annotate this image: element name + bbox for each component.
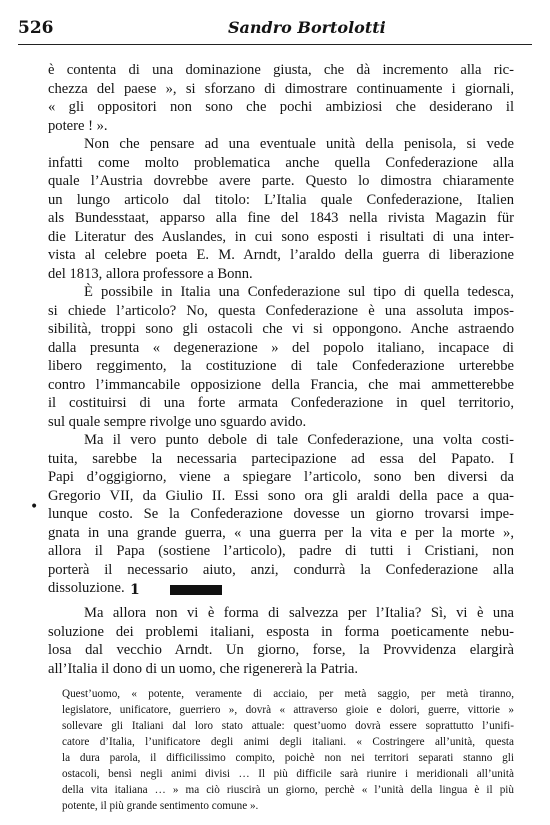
- header-rule: [18, 44, 532, 45]
- body-line: dissoluzione.: [48, 580, 125, 596]
- body-line: gnata in una grande guerra, « una guerra per la vita e per la morte »,: [48, 524, 514, 541]
- body-line: sibilità, troppi sono gli ostacoli che vi si oppongono. Anche astraendo: [48, 321, 514, 337]
- body-line: lunque costo. Se la Confederazione dovesse un giorno trovarsi impe-: [48, 506, 514, 522]
- body-line: del 1813, allora professore a Bonn.: [48, 265, 253, 282]
- footnote-line: Quest’uomo, « potente, veramente di acciaio, per metà saggio, per metà tiranno,: [62, 688, 514, 700]
- body-line: tuita, sarebbe la necessaria partecipazione ad essa del Papato. I: [48, 450, 514, 467]
- body-line: quale l’Austria dovrebbe avere parte. Questo lo dimostra chiaramente: [48, 173, 514, 189]
- body-line: È possibile in Italia una Confederazione sul tipo di quella tedesca,: [84, 284, 514, 300]
- body-line: Gregorio VII, da Giulio II. Essi sono ora gli araldi della pace a qua-: [48, 487, 514, 504]
- body-line: potere ! ».: [48, 117, 108, 134]
- body-line: è contenta di una dominazione giusta, che dà incremento alla ric-: [48, 62, 514, 78]
- body-line: all’Italia il dono di un uomo, che rigenererà la Patria.: [48, 660, 359, 677]
- body-line: Non che pensare ad una eventuale unità della penisola, si vede: [84, 136, 514, 152]
- footnote-line: legislatore, unificatore, guerriero », dovrà « attraverso gioie e dolori, guerre, vittorie »: [62, 704, 514, 716]
- footnote-line: la dura parola, il difficilissimo compito, poichè non nei territori separati stanno gli: [62, 752, 514, 764]
- body-line: porterà il necessario aiuto, anzi, condurrà la Confederazione alla: [48, 561, 514, 578]
- body-line: chezza del paese », si sforzano di dimostrare continuamente i giornali,: [48, 80, 514, 97]
- footnote-line: della vita italiana … » ma ciò riuscirà un giorno, perchè « l’unità della lingua è il più: [62, 784, 514, 796]
- body-line: allora il Papa (sostiene l’articolo), padre di tutti i Cristiani, non: [48, 543, 514, 559]
- page-number: 526: [18, 18, 54, 38]
- body-line: libero reggimento, la costituzione di tale Confederazione urterebbe: [48, 358, 514, 374]
- page-header: [0, 0, 550, 40]
- body-line: il costituirsi di una forte armata Confederazione in quel territorio,: [48, 395, 514, 411]
- body-line: un lungo articolo dal titolo: L’Italia quale Confederazione, Italien: [48, 191, 514, 208]
- redaction-bar: [170, 585, 222, 595]
- margin-mark: •: [30, 499, 39, 515]
- body-line: Ma il vero punto debole di tale Confederazione, una volta costi-: [84, 432, 514, 448]
- footnote-line: sollevare gli Italiani dal loro stato attuale: quest’uomo dovrà essere soprattutto l’unifi-: [62, 720, 514, 732]
- footnote-line: potente, il più grande sentimento comune ».: [62, 800, 259, 812]
- body-line: soluzione dei problemi italiani, esposta in forma poeticamente nebu-: [48, 623, 514, 640]
- body-line: sul quale sempre rivolge uno sguardo avido.: [48, 413, 307, 430]
- body-line: si chiede l’articolo? No, questa Confederazione è una assoluta impos-: [48, 302, 514, 319]
- body-line: losa dal vecchio Arndt. Un giorno, forse, la Provvidenza elargirà: [48, 642, 514, 658]
- body-line: als Bundesstaat, apparso alla fine del 1843 nella rivista Magazin für: [48, 210, 514, 226]
- body-line: infatti come molto problematica anche quella Confederazione alla: [48, 154, 514, 171]
- body-line: contro l’immancabile opposizione della Francia, che mai ammetterebbe: [48, 376, 514, 393]
- footnote-line: catore d’Italia, l’unificatore degli animi degli italiani. « Costringere all’unità, questa: [62, 736, 514, 748]
- running-head: Sandro Bortolotti: [228, 18, 386, 37]
- body-line: « gli oppositori non sono che pochi ambiziosi che desiderano il: [48, 99, 514, 115]
- body-line: die Literatur des Auslandes, in cui sono esposti i risultati di una inter-: [48, 228, 514, 245]
- footnote-line: ostacoli, bensì negli animi divisi … Il più difficile sarà riunire i meridionali all’unità: [62, 768, 514, 780]
- body-line: dalla presunta « degenerazione » del popolo italiano, incapace di: [48, 339, 514, 356]
- footnote-marker: 1: [130, 582, 140, 598]
- body-line: Papi d’oggigiorno, viene a spiegare l’articolo, sono ben diversi da: [48, 469, 514, 485]
- body-line: Ma allora non vi è forma di salvezza per l’Italia? Sì, vi è una: [84, 605, 514, 621]
- body-line: vista al celebre poeta E. M. Arndt, l’araldo della guerra di liberazione: [48, 247, 514, 263]
